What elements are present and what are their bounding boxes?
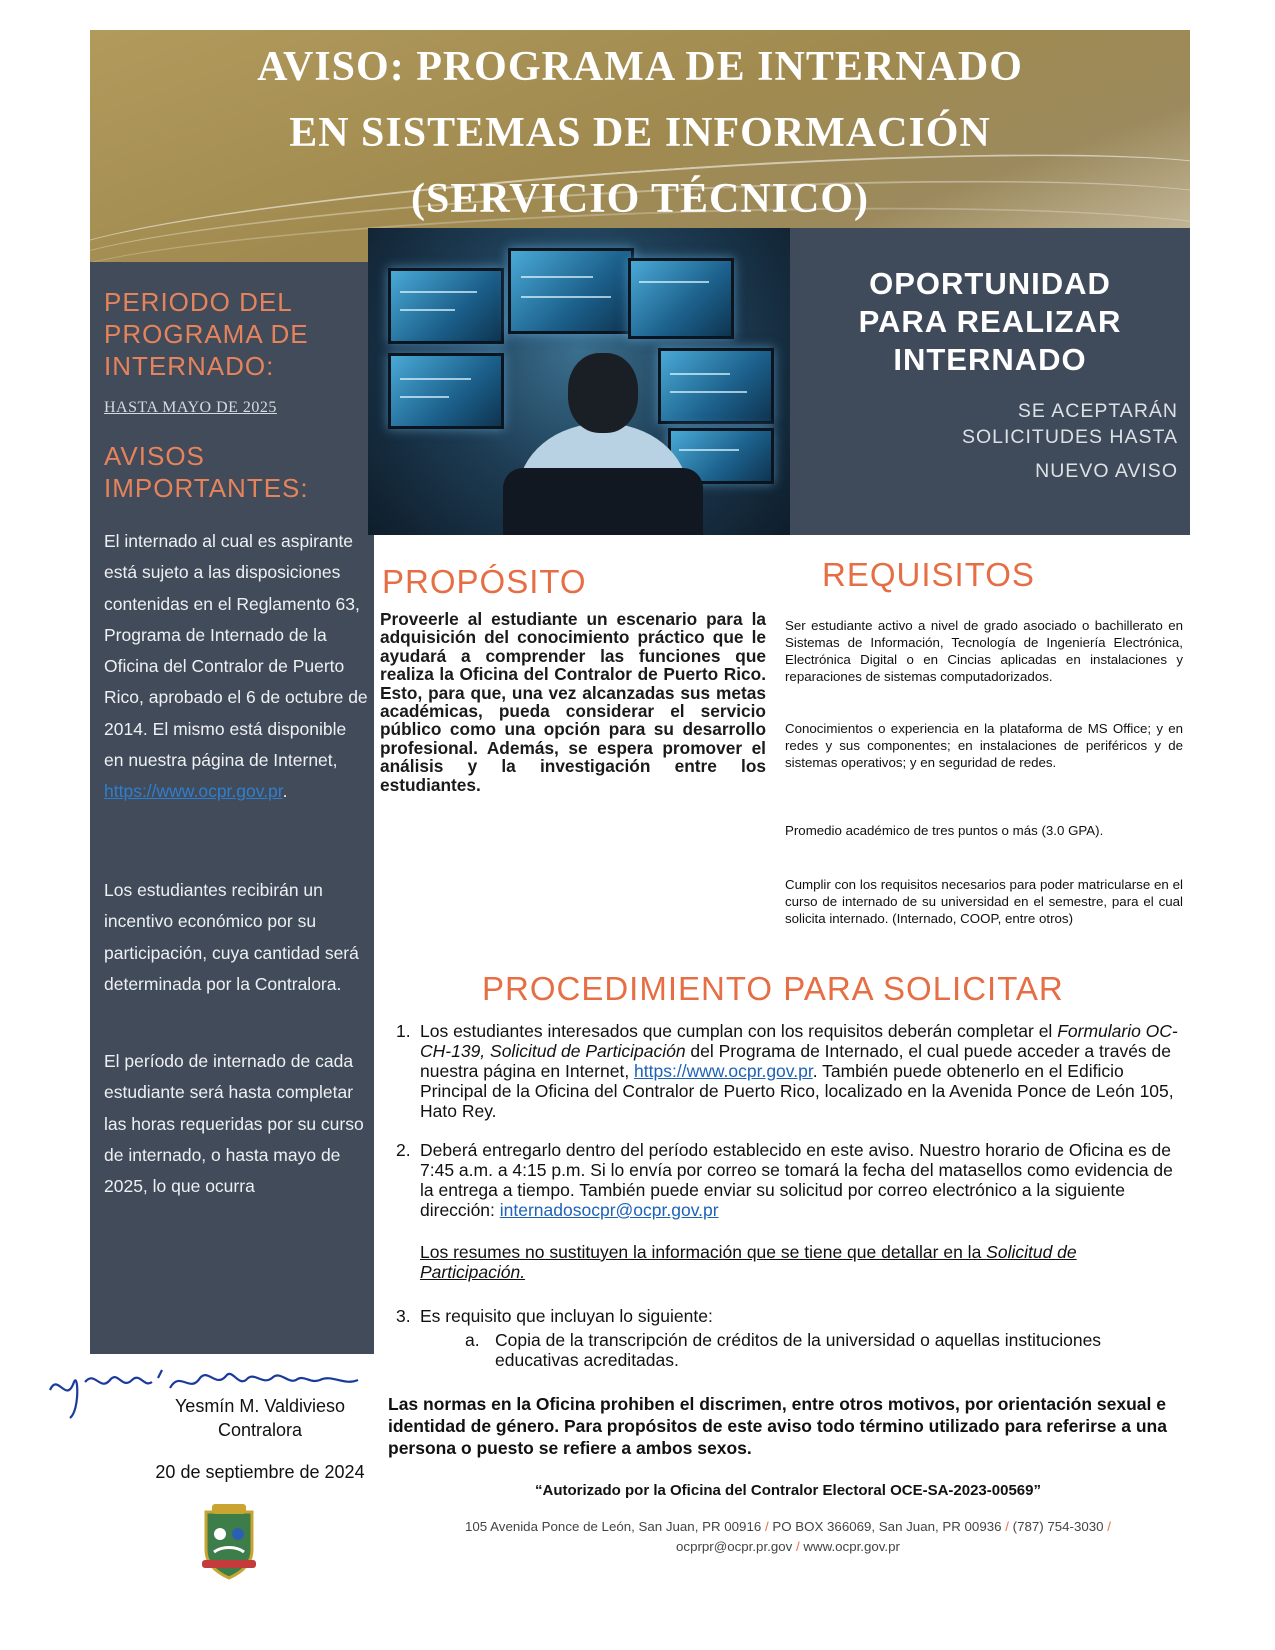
procedure-step-1 [396, 1021, 1180, 1121]
separator: / [1005, 1519, 1009, 1534]
signatory-role: Contralora [217, 1420, 303, 1440]
avisos-heading-line: IMPORTANTES: [104, 473, 309, 503]
monitor-graphic [388, 353, 504, 429]
sidebar [90, 262, 374, 1354]
requirements-heading: REQUISITOS [822, 556, 1035, 593]
period-heading-line: INTERNADO: [104, 351, 275, 381]
requirement-item: Ser estudiante activo a nivel de grado asociado o bachillerato en Sistemas de Información, Tecnología de Ingeniería Electrónica, Electrónica Digital o en Cincias aplicadas en instalaciones y reparaciones de sistemas computadorizados. [785, 618, 1183, 684]
note-form-name: Solicitud de Participación. [420, 1242, 1077, 1282]
signature-date: 20 de septiembre de 2024 [155, 1462, 365, 1482]
footer-website[interactable]: www.ocpr.gov.pr [803, 1539, 900, 1554]
opportunity-line: OPORTUNIDAD [869, 266, 1111, 301]
opportunity-panel [790, 228, 1190, 535]
opportunity-line: INTERNADO [893, 342, 1087, 377]
separator: / [795, 1539, 800, 1554]
aviso-paragraph-3: El período de internado de cada estudiante será hasta completar las horas requeridas por su curso de internado, o hasta mayo de 2025, lo que ocurra [104, 1051, 364, 1197]
step-text: del Programa de Internado, el cual puede acceder a través de nuestra página en Internet, [420, 1041, 1172, 1081]
resume-note [420, 1242, 1180, 1282]
aviso-paragraph-1 [104, 526, 368, 808]
aviso-text: El internado al cual es aspirante está sujeto a las disposiciones contenidas en el Reglamento 63, Programa de Internado de la Oficina del Contralor de Puerto Rico, aprobado el 6 de octubre de 2014. El mismo está disponible en nuestra página de Internet, [104, 531, 368, 771]
avisos-heading-line: AVISOS [104, 441, 205, 471]
aviso-text-end: . [282, 781, 288, 802]
step-text: . También puede obtenerlo en el Edificio Principal de la Oficina del Contralor de Puerto Rico, localizado en la Avenida Ponce de León 105, Hato Rey. [420, 1061, 1174, 1121]
monitor-graphic [508, 248, 634, 334]
separator: / [1107, 1519, 1111, 1534]
authorization-line: “Autorizado por la Oficina del Contralor Electoral OCE-SA-2023-00569” [535, 1482, 1041, 1499]
monitor-graphic [388, 268, 504, 344]
footer-address [388, 1517, 1188, 1557]
accept-line: NUEVO AVISO [1035, 460, 1178, 482]
step-text: Los estudiantes interesados que cumplan con los requisitos deberán completar el [420, 1021, 1058, 1041]
step-text: Es requisito que incluyan lo siguiente: [420, 1306, 713, 1326]
title-line-2: EN SISTEMAS DE INFORMACIÓN [289, 110, 991, 156]
title-line-1: AVISO: PROGRAMA DE INTERNADO [257, 44, 1023, 90]
aviso-paragraph-2: Los estudiantes recibirán un incentivo económico por su participación, cuya cantidad será determinada por la Contralora. [104, 880, 359, 994]
office-seal-logo [198, 1500, 260, 1580]
period-heading [104, 286, 309, 382]
period-heading-line: PROGRAMA DE [104, 319, 309, 349]
step-letter: a. [465, 1330, 480, 1350]
step-text: Deberá entregarlo dentro del período establecido en este aviso. Nuestro horario de Oficina es de 7:45 a.m. a 4:15 p.m. Si lo envía por correo se tomará la fecha del matasellos como evidencia de la entrega a tiempo. También puede enviar su solicitud por correo electrónico a la siguiente dirección: [420, 1140, 1173, 1220]
non-discrimination-notice: Las normas en la Oficina prohiben el discrimen, entre otros motivos, por orientación sexual e identidad de género. Para propósitos de este aviso todo término utilizado para referirse a una persona o puesto se refiere a ambos sexos. [388, 1394, 1167, 1458]
hero-photo [368, 228, 790, 535]
monitor-graphic [628, 258, 734, 339]
procedure-step-3a [465, 1330, 1175, 1370]
period-heading-line: PERIODO DEL [104, 287, 293, 317]
form-name: Formulario OC-CH-139, Solicitud de Participación [420, 1021, 1178, 1061]
website-link[interactable]: https://www.ocpr.gov.pr [634, 1061, 813, 1081]
purpose-heading: PROPÓSITO [382, 563, 587, 600]
accept-line: SOLICITUDES HASTA [961, 426, 1178, 448]
footer-email[interactable]: ocprpr@ocpr.pr.gov [676, 1539, 793, 1554]
note-text: Los resumes no sustituyen la información que se tiene que detallar en la [420, 1242, 987, 1262]
period-value: HASTA MAYO DE 2025 [104, 399, 277, 416]
monitor-graphic [658, 348, 774, 424]
chair-graphic [503, 468, 703, 535]
website-link[interactable]: https://www.ocpr.gov.pr [104, 781, 283, 802]
procedure-step-2 [396, 1140, 1180, 1220]
email-link[interactable]: internadosocpr@ocpr.gov.pr [499, 1200, 719, 1220]
step-text: Copia de la transcripción de créditos de la universidad o aquellas instituciones educativas acreditadas. [495, 1330, 1102, 1370]
address-1: 105 Avenida Ponce de León, San Juan, PR 00916 [465, 1519, 762, 1534]
step-number: 3. [396, 1306, 411, 1326]
phone: (787) 754-3030 [1012, 1519, 1104, 1534]
title-line-3: (SERVICIO TÉCNICO) [411, 176, 869, 222]
step-number: 2. [396, 1140, 411, 1160]
purpose-text: Proveerle al estudiante un escenario para la adquisición del conocimiento práctico que le ayudará a comprender las funciones que realiza la Oficina del Contralor de Puerto Rico. Esto, para que, una vez alcanzadas sus metas académicas, pueda considerar el servicio público como una opción para su desarrollo profesional. Además, se espera promover el análisis y la investigación entre los estudiantes. [380, 609, 766, 795]
signatory-name: Yesmín M. Valdivieso [174, 1396, 346, 1416]
step-number: 1. [396, 1021, 411, 1041]
procedure-heading: PROCEDIMIENTO PARA SOLICITAR [482, 970, 1064, 1007]
requirement-item: Promedio académico de tres puntos o más (3.0 GPA). [785, 823, 1104, 838]
opportunity-line: PARA REALIZAR [858, 304, 1122, 339]
separator: / [764, 1519, 769, 1534]
avisos-heading [104, 440, 309, 504]
accept-line: SE ACEPTARÁN [1017, 400, 1178, 422]
person-head [568, 353, 638, 433]
requirement-item: Cumplir con los requisitos necesarios para poder matricularse en el curso de internado de su universidad en el semestre, para el cual solicita internado. (Internado, COOP, entre otros) [785, 877, 1183, 926]
requirement-item: Conocimientos o experiencia en la plataforma de MS Office; y en redes y sus componentes; en instalaciones de periféricos y de sistemas operativos; y en seguridad de redes. [785, 721, 1183, 770]
procedure-step-3 [396, 1306, 1180, 1326]
address-2: PO BOX 366069, San Juan, PR 00936 [772, 1519, 1002, 1534]
